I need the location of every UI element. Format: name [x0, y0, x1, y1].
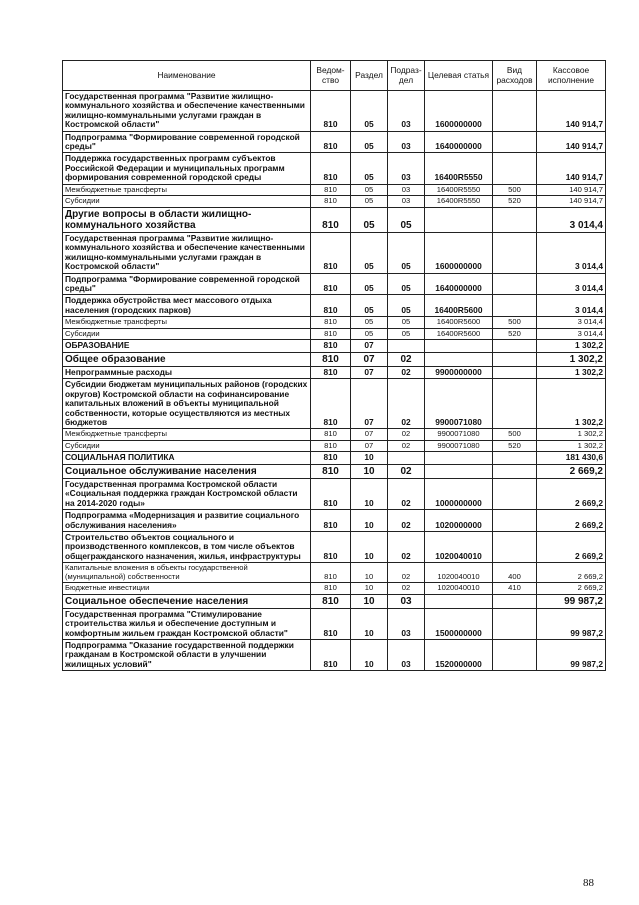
cell-name: Бюджетные инвестиции [63, 583, 311, 595]
cell-amount: 1 302,2 [537, 440, 606, 452]
cell-name: Непрограммные расходы [63, 366, 311, 378]
cell-section: 05 [351, 295, 388, 317]
cell-subsection: 02 [388, 510, 425, 532]
cell-subsection: 02 [388, 440, 425, 452]
cell-section: 10 [351, 452, 388, 464]
cell-target: 1600000000 [425, 91, 493, 132]
cell-subsection: 02 [388, 464, 425, 478]
table-row [63, 366, 606, 378]
cell-name: Межбюджетные трансферты [63, 317, 311, 329]
cell-name: Поддержка обустройства мест массового отдыха населения (городских парков) [63, 295, 311, 317]
cell-exptype [493, 608, 537, 639]
cell-target: 1600000000 [425, 233, 493, 274]
cell-dept: 810 [311, 464, 351, 478]
cell-exptype: 500 [493, 184, 537, 196]
cell-subsection: 03 [388, 594, 425, 608]
table-row [63, 340, 606, 352]
cell-dept: 810 [311, 340, 351, 352]
cell-target [425, 340, 493, 352]
cell-name: Межбюджетные трансферты [63, 184, 311, 196]
table-row [63, 464, 606, 478]
table-row [63, 91, 606, 132]
cell-dept: 810 [311, 478, 351, 509]
cell-dept: 810 [311, 91, 351, 132]
cell-dept: 810 [311, 452, 351, 464]
cell-dept: 810 [311, 233, 351, 274]
cell-section: 05 [351, 207, 388, 232]
cell-section: 10 [351, 563, 388, 583]
cell-exptype [493, 640, 537, 671]
cell-target: 1640000000 [425, 273, 493, 295]
table-header-row [63, 61, 606, 91]
cell-name: Социальное обслуживание населения [63, 464, 311, 478]
cell-subsection: 03 [388, 131, 425, 153]
cell-target: 1020040010 [425, 563, 493, 583]
cell-dept: 810 [311, 429, 351, 441]
cell-target: 9900071080 [425, 440, 493, 452]
cell-name: ОБРАЗОВАНИЕ [63, 340, 311, 352]
cell-subsection: 05 [388, 273, 425, 295]
cell-dept: 810 [311, 328, 351, 340]
table-row [63, 233, 606, 274]
header-subsection: Подраз-дел [388, 61, 425, 91]
cell-subsection: 03 [388, 196, 425, 208]
table-row [63, 379, 606, 429]
cell-target: 1520000000 [425, 640, 493, 671]
cell-amount: 2 669,2 [537, 464, 606, 478]
cell-section: 05 [351, 273, 388, 295]
cell-exptype [493, 233, 537, 274]
cell-name: Капитальные вложения в объекты государственной (муниципальной) собственности [63, 563, 311, 583]
cell-exptype: 520 [493, 440, 537, 452]
cell-name: Социальное обеспечение населения [63, 594, 311, 608]
cell-name: Межбюджетные трансферты [63, 429, 311, 441]
table-row [63, 429, 606, 441]
header-exptype: Вид расходов [493, 61, 537, 91]
cell-section: 10 [351, 531, 388, 562]
budget-table [62, 60, 606, 671]
cell-exptype: 410 [493, 583, 537, 595]
cell-section: 05 [351, 328, 388, 340]
cell-subsection: 02 [388, 429, 425, 441]
cell-name: Подпрограмма "Оказание государственной поддержки гражданам в Костромской области в улучшении жилищных условий" [63, 640, 311, 671]
cell-amount: 2 669,2 [537, 510, 606, 532]
cell-exptype: 520 [493, 196, 537, 208]
cell-section: 07 [351, 429, 388, 441]
cell-subsection: 02 [388, 366, 425, 378]
cell-target: 1500000000 [425, 608, 493, 639]
cell-exptype [493, 379, 537, 429]
cell-target [425, 464, 493, 478]
table-row [63, 531, 606, 562]
cell-name: Субсидии бюджетам муниципальных районов (городских округов) Костромской области на софинансирование капитальных вложений в объекты муниципальной собственности, которые осуществляются из местных бюджетов [63, 379, 311, 429]
cell-target [425, 594, 493, 608]
cell-subsection: 05 [388, 328, 425, 340]
table-row [63, 452, 606, 464]
cell-subsection: 02 [388, 352, 425, 366]
table-row [63, 440, 606, 452]
cell-amount: 1 302,2 [537, 429, 606, 441]
cell-name: Строительство объектов социального и производственного комплексов, в том числе объектов общегражданского назначения, жилья, инфраструктуры [63, 531, 311, 562]
cell-exptype [493, 464, 537, 478]
table-row [63, 131, 606, 153]
cell-section: 07 [351, 379, 388, 429]
cell-dept: 810 [311, 608, 351, 639]
cell-section: 07 [351, 352, 388, 366]
cell-dept: 810 [311, 184, 351, 196]
table-row [63, 608, 606, 639]
cell-dept: 810 [311, 196, 351, 208]
cell-exptype: 520 [493, 328, 537, 340]
cell-exptype: 500 [493, 429, 537, 441]
table-body [63, 91, 606, 671]
cell-target: 16400R5600 [425, 317, 493, 329]
cell-subsection: 03 [388, 91, 425, 132]
cell-dept: 810 [311, 366, 351, 378]
cell-exptype: 400 [493, 563, 537, 583]
cell-target [425, 452, 493, 464]
cell-target: 9900000000 [425, 366, 493, 378]
table-row [63, 196, 606, 208]
table-row [63, 295, 606, 317]
cell-subsection: 05 [388, 295, 425, 317]
cell-section: 10 [351, 640, 388, 671]
cell-amount: 140 914,7 [537, 131, 606, 153]
table-row [63, 563, 606, 583]
page-number: 88 [583, 877, 594, 889]
cell-amount: 3 014,4 [537, 328, 606, 340]
cell-dept: 810 [311, 640, 351, 671]
cell-subsection: 02 [388, 379, 425, 429]
table-row [63, 594, 606, 608]
cell-exptype [493, 295, 537, 317]
cell-target: 16400R5600 [425, 295, 493, 317]
cell-exptype [493, 131, 537, 153]
cell-name: Поддержка государственных программ субъектов Российской Федерации и муниципальных программ формирования современной городской среды [63, 153, 311, 184]
cell-amount: 140 914,7 [537, 91, 606, 132]
cell-amount: 99 987,2 [537, 594, 606, 608]
table-row [63, 207, 606, 232]
cell-subsection: 03 [388, 184, 425, 196]
cell-amount: 2 669,2 [537, 478, 606, 509]
cell-section: 05 [351, 317, 388, 329]
table-row [63, 510, 606, 532]
cell-amount: 1 302,2 [537, 340, 606, 352]
cell-exptype [493, 594, 537, 608]
table-row [63, 153, 606, 184]
cell-exptype [493, 366, 537, 378]
cell-dept: 810 [311, 379, 351, 429]
cell-amount: 140 914,7 [537, 196, 606, 208]
cell-dept: 810 [311, 563, 351, 583]
header-amount: Кассовое исполнение [537, 61, 606, 91]
cell-name: Государственная программа "Развитие жилищно-коммунального хозяйства и обеспечение качественными жилищно-коммунальными услугами граждан в Костромской области" [63, 233, 311, 274]
cell-dept: 810 [311, 273, 351, 295]
cell-amount: 181 430,6 [537, 452, 606, 464]
cell-dept: 810 [311, 131, 351, 153]
cell-exptype [493, 153, 537, 184]
cell-exptype [493, 340, 537, 352]
cell-section: 05 [351, 184, 388, 196]
cell-amount: 1 302,2 [537, 366, 606, 378]
cell-amount: 3 014,4 [537, 233, 606, 274]
cell-target: 1020040010 [425, 531, 493, 562]
cell-amount: 2 669,2 [537, 531, 606, 562]
cell-name: Субсидии [63, 196, 311, 208]
cell-target: 16400R5550 [425, 153, 493, 184]
cell-amount: 1 302,2 [537, 379, 606, 429]
cell-target: 1000000000 [425, 478, 493, 509]
cell-name: СОЦИАЛЬНАЯ ПОЛИТИКА [63, 452, 311, 464]
cell-name: Другие вопросы в области жилищно-коммунального хозяйства [63, 207, 311, 232]
cell-amount: 3 014,4 [537, 273, 606, 295]
cell-dept: 810 [311, 207, 351, 232]
cell-subsection: 05 [388, 207, 425, 232]
cell-name: Подпрограмма "Формирование современной городской среды" [63, 273, 311, 295]
cell-section: 05 [351, 233, 388, 274]
cell-section: 10 [351, 583, 388, 595]
cell-amount: 99 987,2 [537, 608, 606, 639]
cell-target: 16400R5550 [425, 184, 493, 196]
cell-name: Общее образование [63, 352, 311, 366]
cell-exptype [493, 352, 537, 366]
cell-name: Субсидии [63, 440, 311, 452]
cell-section: 07 [351, 340, 388, 352]
cell-name: Государственная программа "Стимулирование строительства жилья и обеспечение доступным и комфортным жильем граждан Костромской области" [63, 608, 311, 639]
cell-exptype [493, 478, 537, 509]
cell-name: Субсидии [63, 328, 311, 340]
cell-dept: 810 [311, 153, 351, 184]
cell-amount: 99 987,2 [537, 640, 606, 671]
table-row [63, 328, 606, 340]
cell-name: Подпрограмма "Формирование современной городской среды" [63, 131, 311, 153]
cell-subsection: 02 [388, 583, 425, 595]
cell-amount: 3 014,4 [537, 207, 606, 232]
cell-dept: 810 [311, 510, 351, 532]
cell-target: 1640000000 [425, 131, 493, 153]
cell-name: Государственная программа "Развитие жилищно-коммунального хозяйства и обеспечение качественными жилищно-коммунальными услугами граждан в Костромской области" [63, 91, 311, 132]
table-row [63, 184, 606, 196]
cell-target: 16400R5600 [425, 328, 493, 340]
cell-amount: 2 669,2 [537, 583, 606, 595]
cell-section: 10 [351, 594, 388, 608]
cell-exptype [493, 452, 537, 464]
cell-dept: 810 [311, 295, 351, 317]
cell-amount: 3 014,4 [537, 295, 606, 317]
cell-section: 07 [351, 366, 388, 378]
cell-target: 16400R5550 [425, 196, 493, 208]
cell-section: 10 [351, 510, 388, 532]
header-dept: Ведом-ство [311, 61, 351, 91]
cell-target: 9900071080 [425, 379, 493, 429]
table-row [63, 317, 606, 329]
cell-subsection: 05 [388, 233, 425, 274]
cell-amount: 140 914,7 [537, 184, 606, 196]
header-name: Наименование [63, 61, 311, 91]
cell-section: 10 [351, 608, 388, 639]
cell-section: 10 [351, 478, 388, 509]
cell-subsection: 03 [388, 153, 425, 184]
cell-dept: 810 [311, 531, 351, 562]
cell-subsection: 03 [388, 608, 425, 639]
cell-dept: 810 [311, 440, 351, 452]
cell-exptype [493, 531, 537, 562]
cell-target: 9900071080 [425, 429, 493, 441]
cell-section: 05 [351, 131, 388, 153]
cell-amount: 2 669,2 [537, 563, 606, 583]
table-row [63, 640, 606, 671]
cell-dept: 810 [311, 594, 351, 608]
cell-target: 1020000000 [425, 510, 493, 532]
cell-amount: 1 302,2 [537, 352, 606, 366]
cell-dept: 810 [311, 583, 351, 595]
cell-section: 05 [351, 153, 388, 184]
cell-exptype [493, 91, 537, 132]
cell-subsection: 02 [388, 478, 425, 509]
cell-subsection: 03 [388, 640, 425, 671]
table-row [63, 478, 606, 509]
cell-subsection: 02 [388, 563, 425, 583]
cell-target [425, 207, 493, 232]
cell-target: 1020040010 [425, 583, 493, 595]
cell-amount: 3 014,4 [537, 317, 606, 329]
cell-exptype [493, 273, 537, 295]
cell-exptype [493, 510, 537, 532]
cell-section: 07 [351, 440, 388, 452]
table-row [63, 583, 606, 595]
table-row [63, 352, 606, 366]
cell-subsection [388, 452, 425, 464]
cell-target [425, 352, 493, 366]
cell-dept: 810 [311, 352, 351, 366]
cell-section: 05 [351, 196, 388, 208]
header-section: Раздел [351, 61, 388, 91]
cell-subsection: 02 [388, 531, 425, 562]
cell-subsection [388, 340, 425, 352]
cell-name: Подпрограмма «Модернизация и развитие социального обслуживания населения» [63, 510, 311, 532]
table-row [63, 273, 606, 295]
cell-amount: 140 914,7 [537, 153, 606, 184]
cell-dept: 810 [311, 317, 351, 329]
cell-exptype [493, 207, 537, 232]
cell-name: Государственная программа Костромской области «Социальная поддержка граждан Костромской области на 2014-2020 годы» [63, 478, 311, 509]
header-target: Целевая статья [425, 61, 493, 91]
cell-section: 10 [351, 464, 388, 478]
cell-exptype: 500 [493, 317, 537, 329]
cell-section: 05 [351, 91, 388, 132]
cell-subsection: 05 [388, 317, 425, 329]
